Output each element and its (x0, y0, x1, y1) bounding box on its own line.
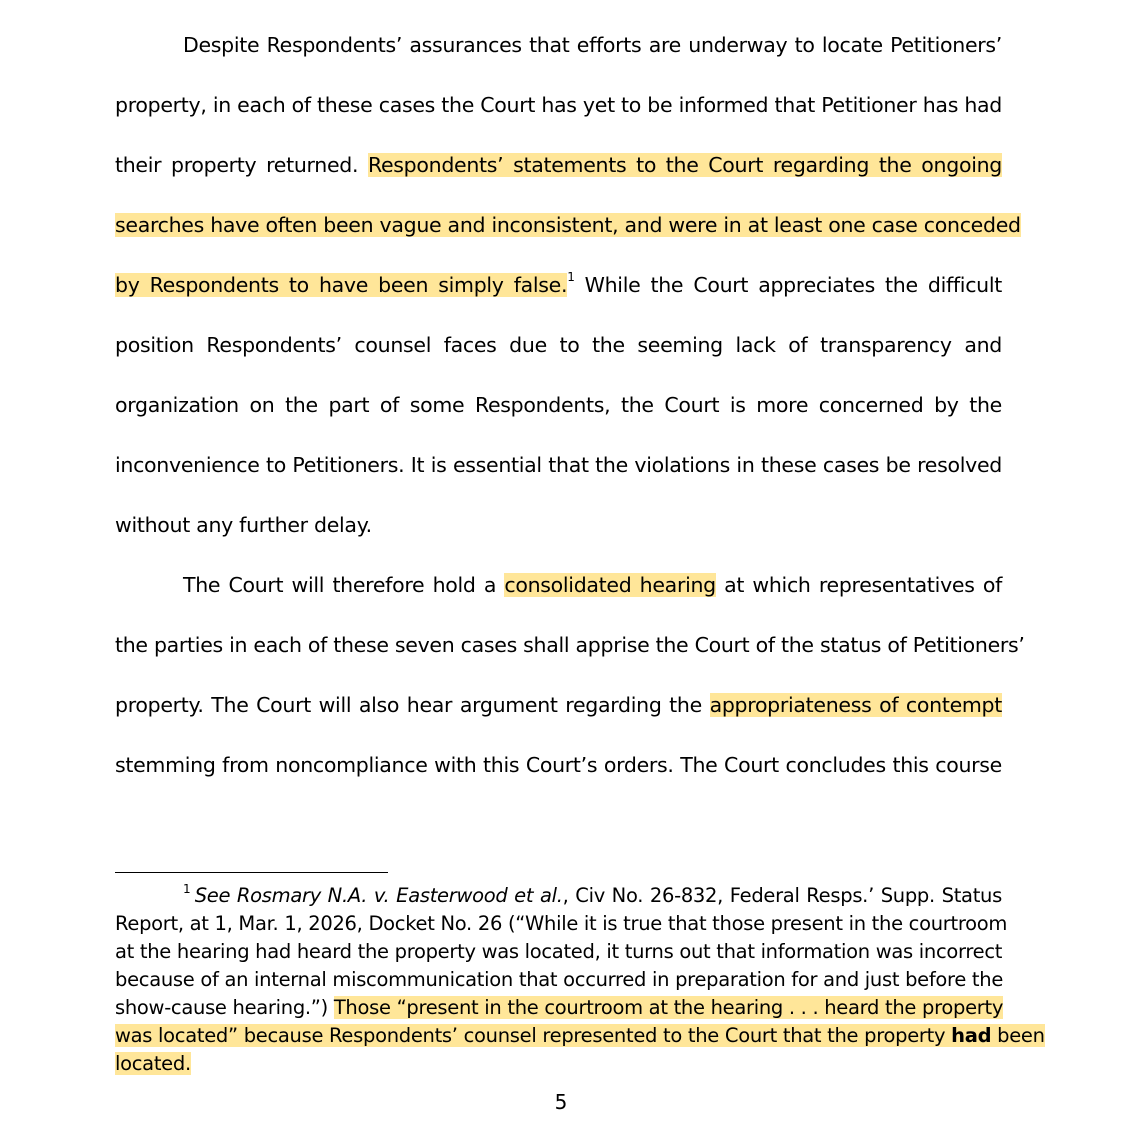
footnote-line (115, 882, 1002, 910)
body-line (115, 570, 1002, 600)
highlighted-text: had (951, 1024, 992, 1047)
body-line (115, 330, 1002, 360)
page-number: 5 (554, 1090, 568, 1114)
footnote-marker: 1 (183, 882, 195, 896)
body-line (115, 750, 1002, 780)
footnote-reference[interactable]: 1 (567, 270, 575, 284)
body-line (115, 690, 1002, 720)
highlighted-text: Those “present in the courtroom at the hearing . . . heard the property (333, 996, 1004, 1019)
text-run: stemming from noncompliance with this Court’s orders. The Court concludes this course (115, 753, 1002, 777)
text-run: The Court will therefore hold a (183, 573, 505, 597)
footnote-line (115, 938, 1002, 966)
highlighted-text: consolidated hearing (504, 573, 716, 597)
highlighted-text: was located” because Respondents’ counsel represented to the Court that the property (115, 1024, 952, 1047)
text-run: at which representatives of (715, 573, 1002, 597)
text-run: Report, at 1, Mar. 1, 2026, Docket No. 26 (“While it is true that those present in the courtroom (115, 912, 1008, 935)
text-run: property, in each of these cases the Court has yet to be informed that Petitioner has had (115, 93, 1002, 117)
text-run: inconvenience to Petitioners. It is essential that the violations in these cases be resolved (115, 453, 1002, 477)
text-run: While the Court appreciates the difficult (574, 273, 1002, 297)
footnote-line (115, 1050, 1002, 1078)
footnote-line (115, 1022, 1045, 1050)
highlighted-text: searches have often been vague and inconsistent, and were in at least one case conceded (115, 213, 1021, 237)
body-line (115, 390, 1002, 420)
body-line (115, 150, 1002, 180)
text-run: their property returned. (115, 153, 368, 177)
text-run: show-cause hearing.”) (115, 996, 334, 1019)
footnote-separator (115, 872, 388, 873)
footnote-line (115, 910, 1008, 938)
body-line (115, 630, 1025, 660)
text-run: at the hearing had heard the property was located, it turns out that information was incorrect (115, 940, 1003, 963)
text-run: because of an internal miscommunication that occurred in preparation for and just before the (115, 968, 1004, 991)
footnote-line (115, 994, 1002, 1022)
highlighted-text: been (991, 1024, 1045, 1047)
body-line (115, 210, 1021, 240)
highlighted-text: located. (115, 1052, 191, 1075)
text-run: without any further delay. (115, 513, 372, 537)
body-line (115, 510, 1002, 540)
body-line (115, 30, 1002, 60)
highlighted-text: appropriateness of contempt (709, 693, 1003, 717)
text-run: property. The Court will also hear argument regarding the (115, 693, 710, 717)
text-run: organization on the part of some Respondents, the Court is more concerned by the (115, 393, 1002, 417)
highlighted-text: by Respondents to have been simply false. (115, 273, 568, 297)
case-citation: See Rosmary N.A. v. Easterwood et al. (194, 884, 563, 907)
body-line (115, 450, 1002, 480)
text-run: position Respondents’ counsel faces due to the seeming lack of transparency and (115, 333, 1002, 357)
body-line (115, 270, 1002, 300)
text-run: the parties in each of these seven cases shall apprise the Court of the status of Petitioners’ (115, 633, 1025, 657)
text-run: , Civ No. 26-832, Federal Resps.’ Supp. Status (562, 884, 1002, 907)
body-line (115, 90, 1002, 120)
footnote-line (115, 966, 1002, 994)
text-run: Despite Respondents’ assurances that efforts are underway to locate Petitioners’ (183, 33, 1002, 57)
highlighted-text: Respondents’ statements to the Court regarding the ongoing (367, 153, 1002, 177)
